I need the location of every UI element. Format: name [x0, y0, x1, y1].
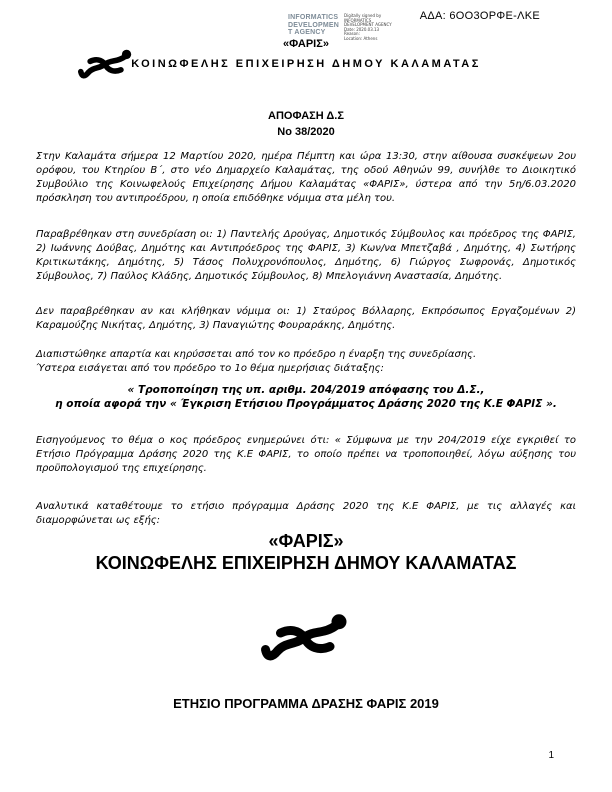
header-org-short: «ΦΑΡΙΣ»	[283, 38, 329, 50]
stamp-agency-line: INFORMATICS	[288, 14, 339, 21]
paragraph-session-intro: Στην Καλαμάτα σήμερα 12 Μαρτίου 2020, ημέρα Πέμπτη και ώρα 13:30, στην αίθουσα συσκέψεων 2ου ορόφου, του Κτηρίου Β΄, στο νέο Δημαρχείο Καλαμάτας, της οδού Αθηνών 99, συνήλθε το Διοικητικό Συμβούλιο της Κοινωφελούς Επιχείρησης Δήμου Καλαμάτας «ΦΑΡΙΣ», ύστερα από την 5η/6.03.2020 πρόσκληση του αντιπροέδρου, η οποία επιδόθηκε νόμιμα στα μέλη του.	[36, 151, 576, 204]
program-title: ΕΤΗΣΙΟ ΠΡΟΓΡΑΜΜΑ ΔΡΑΣΗΣ ΦΑΡΙΣ 2019	[173, 696, 439, 711]
stamp-detail-line: Digitally signed by	[344, 13, 382, 18]
paragraph-president-statement: Εισηγούμενος το θέμα ο κος πρόεδρος ενημερώνει ότι: « Σύμφωνα με την 204/2019 είχε εγκριθεί το Ετήσιο Πρόγραμμα Δράσης 2020 της Κ.Ε ΦΑΡΙΣ, το οποίο πρέπει να τροποποιηθεί, λόγω αύξησης του προϋπολογισμού της επιχείρησης.	[36, 435, 576, 474]
stamp-detail-line: DEVELOPMENT AGENCY	[344, 22, 392, 28]
faris-logo-center-icon	[258, 612, 354, 672]
header-org-full: ΚΟΙΝΩΦΕΛΗΣ ΕΠΙΧΕΙΡΗΣΗ ΔΗΜΟΥ ΚΑΛΑΜΑΤΑΣ	[131, 58, 481, 70]
decision-title: ΑΠΟΦΑΣΗ Δ.Σ	[268, 110, 344, 122]
paragraph-agenda-intro: Ύστερα εισάγεται από τον πρόεδρο το 1ο θέμα ημερήσιας διάταξης:	[36, 363, 384, 374]
org-block-full: ΚΟΙΝΩΦΕΛΗΣ ΕΠΙΧΕΙΡΗΣΗ ΔΗΜΟΥ ΚΑΛΑΜΑΤΑΣ	[95, 553, 517, 573]
paragraph-members-absent: Δεν παραβρέθηκαν αν και κλήθηκαν νόμιμα οι: 1) Σταύρος Βόλλαρης, Εκπρόσωπος Εργαζομένων 2) Καραμούζης Νικήτας, Δημότης, 3) Παναγιώτης Φουραράκης, Δημότης.	[36, 306, 576, 331]
paragraph-quorum: Διαπιστώθηκε απαρτία και κηρύσσεται από τον κο πρόεδρο η έναρξη της συνεδρίασης.	[36, 349, 477, 360]
org-block-short: «ΦΑΡΙΣ»	[268, 531, 344, 551]
stamp-detail-line: INFORMATICS	[344, 17, 372, 23]
stamp-agency-line: T AGENCY	[288, 29, 326, 36]
subject-line-2: η οποία αφορά την « Έγκριση Ετήσιου Προγράμματος Δράσης 2020 της Κ.Ε ΦΑΡΙΣ ».	[55, 398, 557, 410]
stamp-detail-line: Reason:	[344, 31, 360, 37]
ada-code: ΑΔΑ: 6ΟΟ3ΟΡΦΕ-ΛΚΕ	[419, 10, 540, 22]
stamp-detail-line: Date: 2020.03.13	[344, 26, 380, 32]
stamp-detail-line: Location: Athens	[344, 35, 378, 41]
stamp-agency-line: DEVELOPMEN	[288, 21, 340, 29]
decision-number: Νο 38/2020	[277, 126, 335, 138]
stamp-agency-name	[288, 14, 339, 37]
paragraph-program-submission: Αναλυτικά καταθέτουμε το ετήσιο πρόγραμμα Δράσης 2020 της Κ.Ε ΦΑΡΙΣ, με τις αλλαγές και διαμορφώνεται ως εξής:	[36, 501, 576, 526]
subject-line-1: « Τροποποίηση της υπ. αριθμ. 204/2019 απόφασης του Δ.Σ.,	[127, 384, 485, 396]
page-number: 1	[548, 750, 554, 761]
paragraph-members-present: Παραβρέθηκαν στη συνεδρίαση οι: 1) Παντελής Δρούγας, Δημοτικός Σύμβουλος και πρόεδρος της ΦΑΡΙΣ, 2) Ιωάννης Δούβας, Δημότης και Αντιπρόεδρος της ΦΑΡΙΣ, 3) Κων/να Μπετζαβά , Δημότης, 4) Σωτήρης Κριτικωτάκης, Δημότης, 5) Τάσος Πολυχρονόπουλος, Δημότης, 6) Γιώργος Σωφρονάς, Δημοτικός Σύμβουλος, 7) Παύλος Κλάδης, Δημοτικός Σύμβουλος, 8) Μπελογιάννη Αναστασία, Δημότης.	[36, 229, 576, 282]
